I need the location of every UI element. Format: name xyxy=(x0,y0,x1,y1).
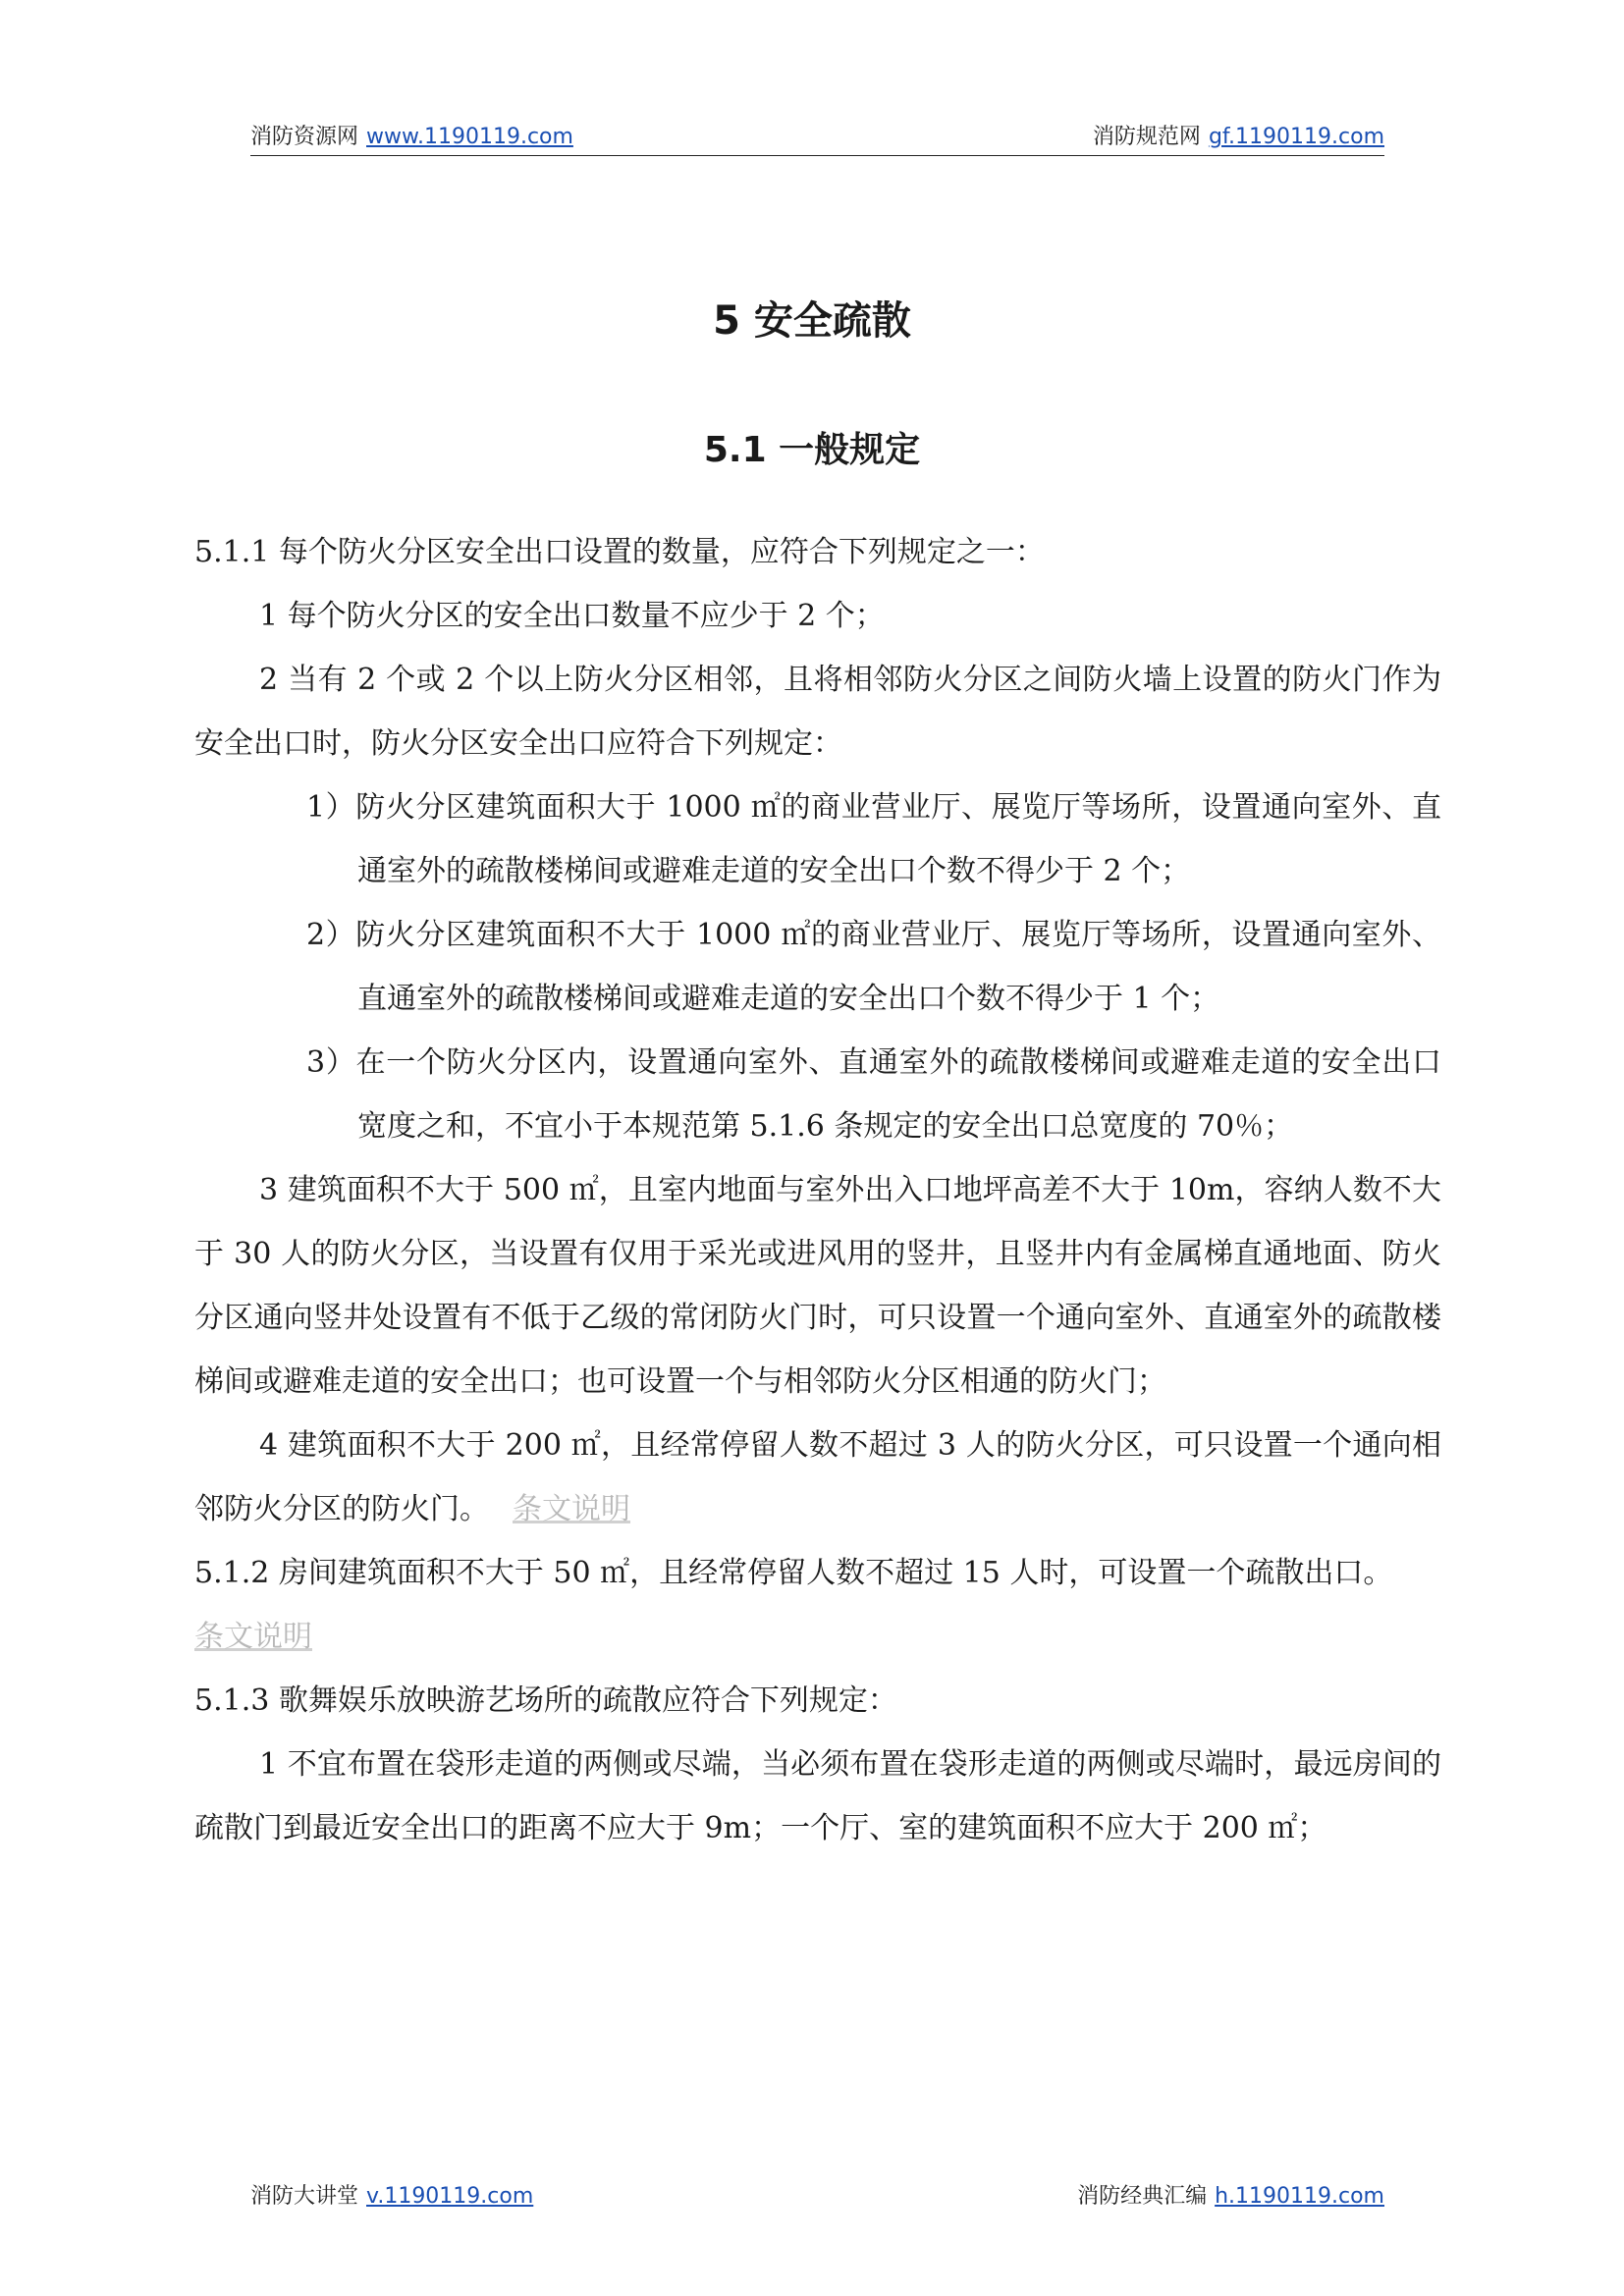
clause-5-1-3-item-1: 1 不宜布置在袋形走道的两侧或尽端，当必须布置在袋形走道的两侧或尽端时，最远房间的疏散门到最近安全出口的距离不应大于 9m；一个厅、室的建筑面积不应大于 200 ㎡； xyxy=(194,1747,1441,1845)
clause-5-1-1-item-3: 3 建筑面积不大于 500 ㎡，且室内地面与室外出入口地坪高差不大于 10m，容纳人数不大于 30 人的防火分区，当设置有仅用于采光或进风用的竖井，且竖井内有金属梯直通地面、防火分区通向竖井处设置有不低于乙级的常闭防火门时，可只设置一个通向室外、直通室外的疏散楼梯间或避难走道的安全出口；也可设置一个与相邻防火分区相通的防火门； xyxy=(194,1173,1441,1399)
clause-5-1-2: 5.1.2 房间建筑面积不大于 50 ㎡，且经常停留人数不超过 15 人时，可设置一个疏散出口。 xyxy=(194,1556,1393,1590)
page-header xyxy=(250,116,1384,156)
section-title: 5.1 一般规定 xyxy=(703,430,921,470)
document-body xyxy=(194,520,1441,1860)
clause-5-1-3: 5.1.3 歌舞娱乐放映游艺场所的疏散应符合下列规定： xyxy=(194,1683,897,1718)
header-right-site-name: 消防规范网 xyxy=(1092,125,1201,149)
clause-5-1-2-note-line xyxy=(194,1605,1441,1669)
chapter-title: 5 安全疏散 xyxy=(713,298,911,344)
header-right-link[interactable]: gf.1190119.com xyxy=(1208,125,1384,149)
header-left-link[interactable]: www.1190119.com xyxy=(366,125,573,149)
footer-right-link[interactable]: h.1190119.com xyxy=(1215,2184,1384,2209)
clause-5-1-1-item-4-text: 4 建筑面积不大于 200 ㎡，且经常停留人数不超过 3 人的防火分区，可只设置一个通向相邻防火分区的防火门。 xyxy=(194,1428,1441,1526)
clause-explanation-link[interactable]: 条文说明 xyxy=(194,1620,312,1654)
clause-5-1-1-item-2-sub-3: 3）在一个防火分区内，设置通向室外、直通室外的疏散楼梯间或避难走道的安全出口宽度之和，不宜小于本规范第 5.1.6 条规定的安全出口总宽度的 70％； xyxy=(306,1045,1441,1144)
footer-left-link[interactable]: v.1190119.com xyxy=(366,2184,534,2209)
header-left xyxy=(250,120,573,150)
clause-5-1-1-item-2-sub-1: 1）防火分区建筑面积大于 1000 ㎡的商业营业厅、展览厅等场所，设置通向室外、直通室外的疏散楼梯间或避难走道的安全出口个数不得少于 2 个； xyxy=(306,790,1441,888)
clause-5-1-1-item-1: 1 每个防火分区的安全出口数量不应少于 2 个； xyxy=(259,599,885,633)
footer-left xyxy=(250,2179,533,2210)
clause-5-1-1: 5.1.1 每个防火分区安全出口设置的数量，应符合下列规定之一： xyxy=(194,535,1045,569)
header-right xyxy=(1093,120,1384,150)
footer-right-site-name: 消防经典汇编 xyxy=(1077,2184,1208,2209)
clause-5-1-1-item-2-sub-2: 2）防火分区建筑面积不大于 1000 ㎡的商业营业厅、展览厅等场所，设置通向室外、直通室外的疏散楼梯间或避难走道的安全出口个数不得少于 1 个； xyxy=(306,918,1441,1016)
clause-explanation-link[interactable]: 条文说明 xyxy=(513,1492,630,1526)
clause-5-1-1-item-2: 2 当有 2 个或 2 个以上防火分区相邻，且将相邻防火分区之间防火墙上设置的防火门作为安全出口时，防火分区安全出口应符合下列规定： xyxy=(194,663,1441,761)
page-footer xyxy=(250,2175,1384,2215)
header-left-site-name: 消防资源网 xyxy=(250,125,359,149)
footer-left-site-name: 消防大讲堂 xyxy=(250,2184,359,2209)
footer-right xyxy=(1077,2179,1384,2210)
clause-5-1-1-item-4 xyxy=(194,1414,1441,1541)
